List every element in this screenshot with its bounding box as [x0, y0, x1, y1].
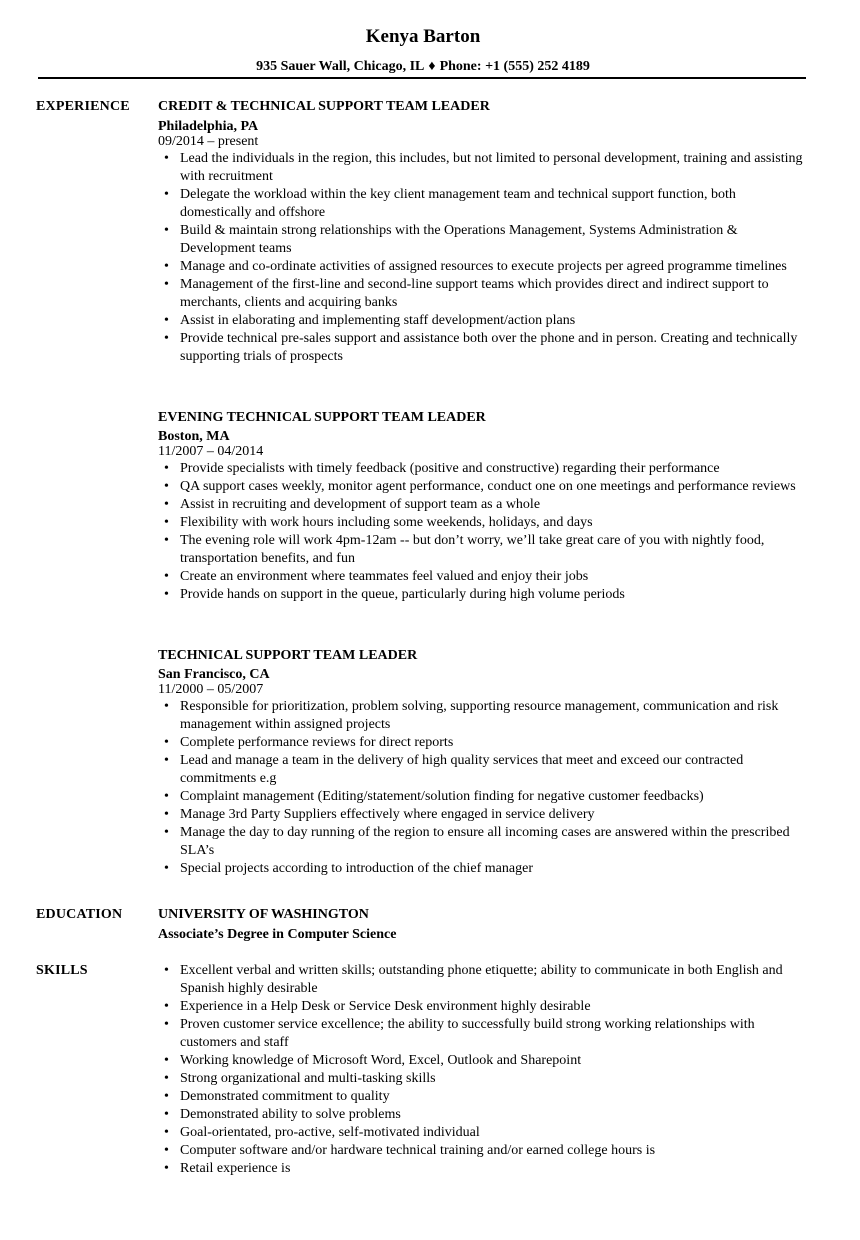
- skills-list: [158, 962, 806, 1178]
- contact-line: [0, 58, 846, 76]
- bullet-icon: •: [164, 825, 169, 840]
- list-item: • Flexibility with work hours including some weekends, holidays, and days: [164, 515, 593, 530]
- job-dates: 09/2014 – present: [158, 134, 259, 149]
- list-item: • Experience in a Help Desk or Service Desk environment highly desirable: [164, 999, 591, 1014]
- list-item: • Computer software and/or hardware technical training and/or earned college hours is: [164, 1143, 656, 1158]
- list-item: • Responsible for prioritization, problem solving, supporting resource management, communication and risk management within assigned projects: [164, 699, 779, 732]
- list-item: • Goal-orientated, pro-active, self-motivated individual: [164, 1125, 480, 1140]
- job-title: TECHNICAL SUPPORT TEAM LEADER: [158, 648, 418, 663]
- section-label-education: EDUCATION: [36, 907, 123, 922]
- bullet-icon: •: [164, 807, 169, 822]
- job-dates: 11/2007 – 04/2014: [158, 444, 264, 459]
- bullet-icon: •: [164, 999, 169, 1014]
- list-item: • Proven customer service excellence; the ability to successfully build strong working relationships with customers and staff: [164, 1017, 755, 1050]
- bullet-icon: •: [164, 789, 169, 804]
- list-item: • Manage 3rd Party Suppliers effectively where engaged in service delivery: [164, 807, 595, 822]
- bullet-icon: •: [164, 497, 169, 512]
- bullet-icon: •: [164, 1053, 169, 1068]
- job-dates: 11/2000 – 05/2007: [158, 682, 264, 697]
- list-item: • Provide specialists with timely feedback (positive and constructive) regarding their performance: [164, 461, 720, 476]
- job-bullets: [158, 698, 806, 878]
- list-item: • Assist in elaborating and implementing staff development/action plans: [164, 313, 576, 328]
- section-label-experience: EXPERIENCE: [36, 99, 130, 114]
- bullet-icon: •: [164, 151, 169, 166]
- bullet-icon: •: [164, 753, 169, 768]
- list-item: • Complaint management (Editing/statement/solution finding for negative customer feedbacks): [164, 789, 704, 804]
- bullet-icon: •: [164, 1125, 169, 1140]
- address: 935 Sauer Wall, Chicago, IL: [256, 59, 425, 74]
- list-item: • Lead the individuals in the region, this includes, but not limited to personal development, training and assisting with recruitment: [164, 151, 803, 184]
- bullet-icon: •: [164, 515, 169, 530]
- bullet-icon: •: [164, 1071, 169, 1086]
- list-item: • Assist in recruiting and development of support team as a whole: [164, 497, 541, 512]
- bullet-icon: •: [164, 331, 169, 346]
- bullet-icon: •: [164, 223, 169, 238]
- job-location: Boston, MA: [158, 429, 230, 444]
- section-label-skills: SKILLS: [36, 963, 88, 978]
- bullet-icon: •: [164, 479, 169, 494]
- job-location: San Francisco, CA: [158, 667, 270, 682]
- bullet-icon: •: [164, 735, 169, 750]
- job-bullets: [158, 460, 806, 604]
- list-item: • Manage and co-ordinate activities of assigned resources to execute projects per agreed programme timelines: [164, 259, 787, 274]
- job-location: Philadelphia, PA: [158, 119, 259, 134]
- bullet-icon: •: [164, 861, 169, 876]
- list-item: • Demonstrated ability to solve problems: [164, 1107, 401, 1122]
- list-item: • Lead and manage a team in the delivery of high quality services that meet and exceed our contracted commitments e.g: [164, 753, 744, 786]
- list-item: • Working knowledge of Microsoft Word, Excel, Outlook and Sharepoint: [164, 1053, 582, 1068]
- job-title: EVENING TECHNICAL SUPPORT TEAM LEADER: [158, 410, 486, 425]
- bullet-icon: •: [164, 277, 169, 292]
- bullet-icon: •: [164, 1161, 169, 1176]
- bullet-icon: •: [164, 259, 169, 274]
- list-item: • Build & maintain strong relationships with the Operations Management, Systems Administration & Development teams: [164, 223, 738, 256]
- bullet-icon: •: [164, 569, 169, 584]
- bullet-icon: •: [164, 587, 169, 602]
- list-item: • Provide technical pre-sales support and assistance both over the phone and in person. Creating and technically supporting trials of prospects: [164, 331, 798, 364]
- list-item: • Strong organizational and multi-tasking skills: [164, 1071, 436, 1086]
- education-degree: Associate’s Degree in Computer Science: [158, 927, 397, 942]
- list-item: • Provide hands on support in the queue, particularly during high volume periods: [164, 587, 625, 602]
- list-item: • Complete performance reviews for direct reports: [164, 735, 454, 750]
- list-item: • Create an environment where teammates feel valued and enjoy their jobs: [164, 569, 589, 584]
- job-title: CREDIT & TECHNICAL SUPPORT TEAM LEADER: [158, 99, 490, 114]
- header-divider: [38, 77, 806, 79]
- list-item: • The evening role will work 4pm-12am -- but don’t worry, we’ll take great care of you with nightly food, transportation benefits, and fun: [164, 533, 765, 566]
- list-item: • Delegate the workload within the key client management team and technical support function, both domestically and offshore: [164, 187, 736, 220]
- bullet-icon: •: [164, 963, 169, 978]
- bullet-icon: •: [164, 187, 169, 202]
- bullet-icon: •: [164, 699, 169, 714]
- bullet-icon: •: [164, 1089, 169, 1104]
- list-item: • QA support cases weekly, monitor agent performance, conduct one on one meetings and performance reviews: [164, 479, 796, 494]
- bullet-icon: •: [164, 1017, 169, 1032]
- bullet-icon: •: [164, 1107, 169, 1122]
- education-school: UNIVERSITY OF WASHINGTON: [158, 907, 369, 922]
- list-item: • Manage the day to day running of the region to ensure all incoming cases are answered within the prescribed SLA’s: [164, 825, 790, 858]
- list-item: • Management of the first-line and second-line support teams which provides direct and indirect support to merchants, clients and acquiring banks: [164, 277, 769, 310]
- bullet-icon: •: [164, 461, 169, 476]
- job-bullets: [158, 150, 806, 366]
- bullet-icon: •: [164, 533, 169, 548]
- diamond-separator-icon: ♦: [428, 59, 436, 74]
- phone: Phone: +1 (555) 252 4189: [439, 59, 590, 74]
- list-item: • Demonstrated commitment to quality: [164, 1089, 390, 1104]
- list-item: • Excellent verbal and written skills; outstanding phone etiquette; ability to communicate in both English and Spanish highly desirable: [164, 963, 783, 996]
- candidate-name: Kenya Barton: [365, 26, 481, 47]
- list-item: • Retail experience is: [164, 1161, 291, 1176]
- bullet-icon: •: [164, 313, 169, 328]
- list-item: • Special projects according to introduction of the chief manager: [164, 861, 533, 876]
- bullet-icon: •: [164, 1143, 169, 1158]
